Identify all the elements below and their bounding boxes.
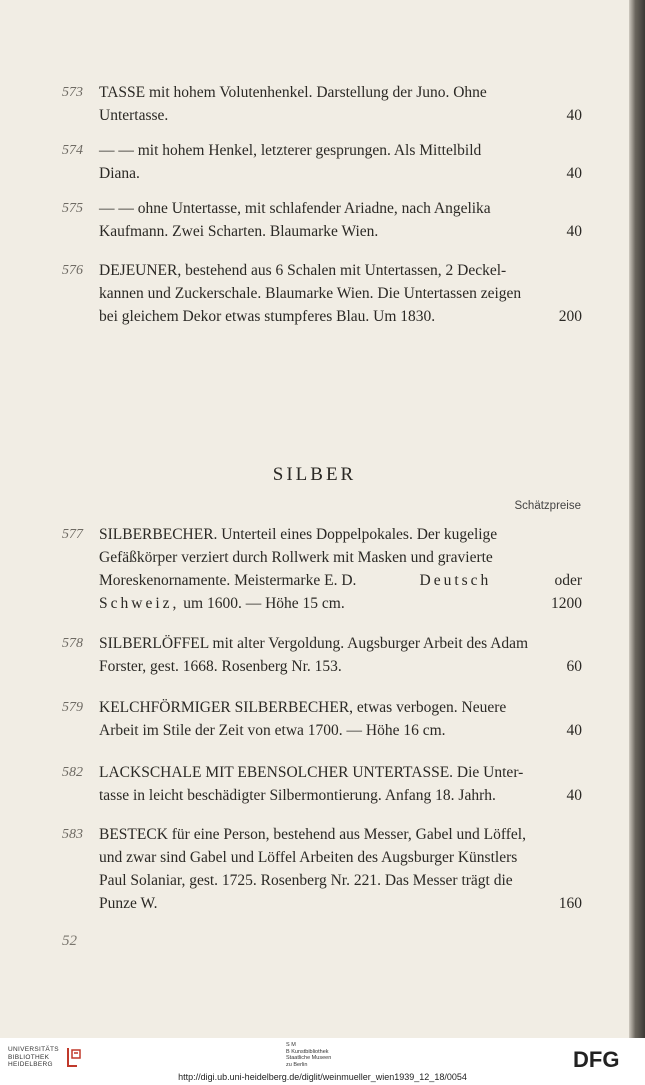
- lot-description: [99, 761, 582, 807]
- lot-line: Arbeit im Stile der Zeit von etwa 1700. — Höhe 16 cm.: [99, 722, 446, 739]
- lot-description: [99, 259, 582, 328]
- page-number: 52: [62, 933, 77, 949]
- lot-number: 576: [62, 263, 83, 278]
- lot-price: 60: [566, 658, 582, 675]
- museum-credit: S M B Kunstbibliothek Staatliche Museen zu Berlin: [286, 1042, 332, 1068]
- lot-price: 40: [566, 787, 582, 804]
- lot-entry: [62, 823, 582, 915]
- lot-entry: [62, 259, 582, 328]
- lot-number: 573: [62, 85, 83, 100]
- lot-line: SILBERLÖFFEL mit alter Vergoldung. Augsburger Arbeit des Adam: [99, 635, 529, 652]
- lot-number: 583: [62, 827, 83, 842]
- lot-price: 200: [558, 308, 582, 325]
- section-heading: SILBER: [272, 464, 357, 485]
- lot-description: [99, 197, 582, 243]
- lot-line: Punze W.: [99, 895, 158, 912]
- lot-line: Moreskenornamente. Meistermarke E. D.: [99, 572, 357, 589]
- lot-price: 40: [566, 722, 582, 739]
- lot-description: [99, 523, 582, 615]
- lot-line: kannen und Zuckerschale. Blaumarke Wien. Die Untertassen zeigen: [99, 285, 522, 302]
- lot-number: 578: [62, 636, 83, 651]
- university-emblem-icon: [65, 1046, 83, 1068]
- lot-entry: [62, 523, 582, 615]
- lot-entry: [62, 696, 582, 742]
- lot-price: 160: [558, 895, 582, 912]
- lot-line: um 1600. — Höhe 15 cm.: [183, 595, 345, 612]
- lot-price: 40: [566, 107, 582, 124]
- lot-line: — — ohne Untertasse, mit schlafender Ariadne, nach Angelika: [99, 200, 491, 217]
- lot-line: Untertasse.: [99, 107, 169, 124]
- university-name: UNIVERSITÄTS BIBLIOTHEK HEIDELBERG: [8, 1046, 59, 1068]
- lot-number: 577: [62, 527, 83, 542]
- lot-line: bei gleichem Dekor etwas stumpferes Blau. Um 1830.: [99, 308, 436, 325]
- lot-line: — — mit hohem Henkel, letzterer gesprungen. Als Mittelbild: [99, 142, 482, 159]
- maker-place: Schweiz,: [99, 595, 180, 612]
- lot-description: [99, 696, 582, 742]
- lot-line: BESTECK für eine Person, bestehend aus Messer, Gabel und Löffel,: [99, 826, 526, 843]
- digitization-footer: [0, 1038, 645, 1085]
- lot-entry: [62, 632, 582, 678]
- lot-description: [99, 81, 582, 127]
- lot-line: Forster, gest. 1668. Rosenberg Nr. 153.: [99, 658, 342, 675]
- lot-number: 582: [62, 765, 83, 780]
- lot-entry: [62, 81, 582, 127]
- lot-line: Paul Solaniar, gest. 1725. Rosenberg Nr. 221. Das Messer trägt die: [99, 872, 513, 889]
- lot-line: LACKSCHALE MIT EBENSOLCHER UNTERTASSE. Die Unter-: [99, 764, 524, 781]
- lot-price: 1200: [551, 595, 582, 612]
- lot-number: 579: [62, 700, 83, 715]
- lot-description: [99, 823, 582, 915]
- lot-description: [99, 139, 582, 185]
- maker-name: Deutsch: [419, 572, 492, 589]
- lot-line: KELCHFÖRMIGER SILBERBECHER, etwas verbogen. Neuere: [99, 699, 507, 716]
- lot-price: 40: [566, 223, 582, 240]
- lot-entry: [62, 197, 582, 243]
- lot-line: Kaufmann. Zwei Scharten. Blaumarke Wien.: [99, 223, 379, 240]
- lot-line: und zwar sind Gabel und Löffel Arbeiten des Augsburger Künstlers: [99, 849, 518, 866]
- lot-line: TASSE mit hohem Volutenhenkel. Darstellung der Juno. Ohne: [99, 84, 487, 101]
- lot-line: Gefäßkörper verziert durch Rollwerk mit Masken und gravierte: [99, 549, 493, 566]
- lot-line: oder: [554, 572, 582, 589]
- lot-description: [99, 632, 582, 678]
- lot-line: DEJEUNER, bestehend aus 6 Schalen mit Untertassen, 2 Deckel-: [99, 262, 507, 279]
- university-logo[interactable]: [8, 1046, 83, 1069]
- lot-line: Diana.: [99, 165, 140, 182]
- source-url[interactable]: http://digi.ub.uni-heidelberg.de/diglit/weinmueller_wien1939_12_18/0054: [178, 1072, 467, 1082]
- lot-line: tasse in leicht beschädigter Silbermontierung. Anfang 18. Jahrh.: [99, 787, 496, 804]
- lot-price: 40: [566, 165, 582, 182]
- dfg-logo[interactable]: [573, 1047, 633, 1069]
- dfg-logo-text: DFG: [573, 1047, 620, 1069]
- lot-entry: [62, 139, 582, 185]
- lot-line: SILBERBECHER. Unterteil eines Doppelpokales. Der kugelige: [99, 526, 498, 543]
- lot-entry: [62, 761, 582, 807]
- page-edge-shadow: [629, 0, 645, 1038]
- estimates-label: Schätzpreise: [514, 500, 581, 512]
- lot-number: 575: [62, 201, 83, 216]
- lot-number: 574: [62, 143, 83, 158]
